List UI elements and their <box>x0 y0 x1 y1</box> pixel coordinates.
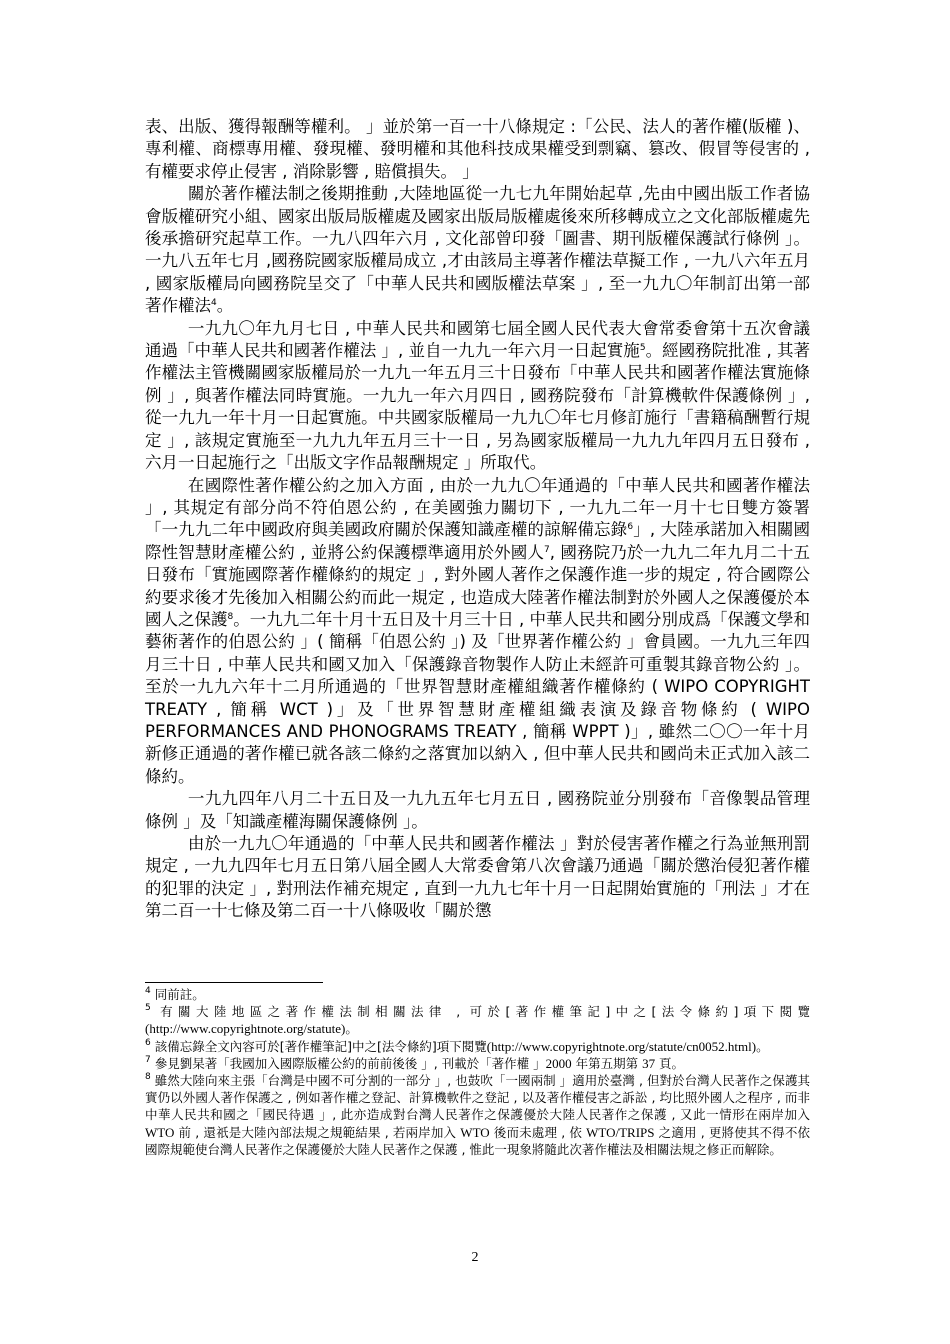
footnote <box>145 986 810 1003</box>
page-number: 2 <box>471 1250 479 1265</box>
footnote-latin-text: WTO <box>460 1124 490 1140</box>
paragraph <box>145 788 810 833</box>
paragraph <box>145 183 810 317</box>
footnote-latin-text: 37 <box>642 1055 656 1071</box>
footnote-text: 前 , 還祇是大陸內部法規之規範結果 , 若兩岸加入 <box>174 1124 461 1140</box>
footnote-text: 雖然大陸向來主張「台灣是中國不可分割的一部分 」, 也鼓吹「一國兩制 」適用於臺灣 , 但對於台灣人民著作之保護其實仍以外國人著作保護之 , 例如著作權之登記、計算機軟件之登記 , 以及著作權侵害之訴訟 , 均比照外國人之程序 , 而非中華人民共和國之「國民待遇 」, 此亦造成對台灣人民著作之保護優於大陸人民著作之保護 , 又此一情形在兩岸加入 <box>145 1073 810 1123</box>
footnote-number: 6 <box>145 1037 151 1048</box>
footnote <box>145 1072 810 1158</box>
footnote-reference: 4 <box>211 298 217 309</box>
paragraph <box>145 833 810 923</box>
footnote-latin-text: (http://www.copyrightnote.org/statute) <box>145 1021 346 1037</box>
footnote-number: 4 <box>145 986 151 996</box>
footnote-text: 頁。 <box>655 1055 685 1071</box>
paragraph-text: 。 <box>216 296 234 316</box>
footnote-text: 後而未處理 , 依 <box>489 1124 587 1140</box>
footnote-text: 參見劉杲著「我國加入國際版權公約的前前後後 」, 刊載於「著作權 」 <box>154 1055 546 1071</box>
footnote-separator <box>145 982 323 983</box>
paragraph-text: 在國際性著作權公約之加入方面 , 由於一九九〇年通過的「中華人民共和國著作權法 」, 其規定有部分尚不符伯恩公約 , 在美國強力關切下 , 一九九二年一月十七日雙方簽署「一九九二年中國政府與美國政府關於保護知識產權的諒解備忘錄 <box>145 475 810 540</box>
paragraph <box>145 318 810 475</box>
paragraph <box>145 475 810 789</box>
footnote-text: 。 <box>345 1021 358 1037</box>
paragraph-text: 一九九〇年九月七日 , 中華人民共和國第七屆全國人民代表大會常委會第十五次會議通過「中華人民共和國著作權法 」, 並自一九九一年六月一日起實施 <box>145 318 810 361</box>
paragraph-text: 。經國務院批准 , 其著作權法主管機關國家版權局於一九九一年五月三十日發布「中華人民共和國著作權法實施條例 」, 與著作權法同時實施。一九九一年六月四日 , 國務院發布「計算機軟件保護條例 」, 從一九九一年十月一日起實施。中共國家版權局一九九〇年七月修訂施行「書籍稿酬暫行規定 」, 該規定實施至一九九九年五月三十一日 , 另為國家版權局一九九九年四月五日發布 , 六月一日起施行之「出版文字作品報酬規定 」所取代。 <box>145 341 810 473</box>
paragraph-text: 關於著作權法制之後期推動 ,大陸地區從一九七九年開始起草 ,先由中國出版工作者協會版權研究小組、國家出版局版權處及國家出版局版權處後來所移轉成立之文化部版權處先後承擔研究起草工作。一九八四年六月 , 文化部曾印發「圖書、期刊版權保護試行條例 」。一九八五年七月 ,國務院國家版權局成立 ,才由該局主導著作權法草擬工作 , 一九八六年五月 , 國家版權局向國務院呈交了「中華人民共和國版權法草案 」, 至一九九〇年制訂出第一部著作權法 <box>145 184 810 316</box>
footnote-number: 8 <box>145 1072 151 1083</box>
footnote-reference: 6 <box>627 522 634 533</box>
footnote-text: 年第五期第 <box>571 1055 643 1071</box>
paragraph-text: 由於一九九〇年通過的「中華人民共和國著作權法 」對於侵害著作權之行為並無刑罰規定 , 一九九四年七月五日第八屆全國人大常委會第八次會議乃通過「關於懲治侵犯著作權的犯罪的決定 」, 對刑法作補充規定 , 直到一九九七年十月一日起開始實施的「刑法 」才在第二百一十七條及第二百一十八條吸收「關於懲 <box>145 834 810 921</box>
paragraph <box>145 116 810 183</box>
footnote-number: 7 <box>145 1054 151 1065</box>
paragraph-text: , 國務院乃於一九九二年九月二十五日發布「實施國際著作權條約的規定 」, 對外國人著作之保護作進一步的規定 , 符合國際公約要求後才先後加入相關公約而此一規定 , 也造成大陸著作權法制對於外國人之保護優於本國人之保護 <box>145 542 810 629</box>
body-text <box>145 116 810 923</box>
footnote-reference: 8 <box>227 611 234 622</box>
paragraph-text: 。一九九二年十月十五日及十月三十日 , 中華人民共和國分別成爲「保護文學和藝術著作的伯恩公約 」( 簡稱「伯恩公約 」) 及「世界著作權公約 」會員國。一九九三年四月三十日 , 中華人民共和國又加入「保護錄音物製作人防止未經許可重製其錄音物公約 」。至於一九九六年十二月所通過的「世界智慧財產權組織著作權條約 ( WIPO COPYRIGHT TREATY , 簡稱 WCT )」及「世界智慧財產權組織表演及錄音物條約 ( WIPO PERFORMANCES AND PHONOGRAMS TREATY , 簡稱 WPPT )」, 雖然二〇〇一年十月新修正通過的著作權已就各該二條約之落實加以納入 , 但中華人民共和國尚未正式加入該二條約。 <box>145 609 810 786</box>
footnote-text: 有關大陸地區之著作權法制相關法律 , 可於[著作權筆記]中之[法令條約]項下閱覽 <box>160 1004 810 1020</box>
paragraph-text: 」, 大陸承諾加入相關國際性智慧財產權公約 , 並將公約保護標準適用於外國人 <box>145 520 811 562</box>
footnote-number: 5 <box>145 1003 151 1014</box>
footnotes <box>145 986 810 1158</box>
footnote-text: 之適用 , 更將使其不得不依國際規範使台灣人民著作之保護優於大陸人民著作之保護 , 惟此一現象將隨此次著作權法及相關法規之修正而解除。 <box>145 1124 810 1157</box>
paragraph-text: 一九九四年八月二十五日及一九九五年七月五日 , 國務院並分別發布「音像製品管理條例 」及「知識產權海關保護條例 」。 <box>145 789 810 831</box>
footnote <box>145 1003 810 1037</box>
footnote-reference: 7 <box>544 544 550 555</box>
footnote-latin-text: (http://www.copyrightnote.org/statute/cn0052.html) <box>486 1038 757 1054</box>
footnote-text: 同前註。 <box>154 987 205 1002</box>
footnote-text: 。 <box>756 1038 769 1054</box>
footnote-latin-text: WTO <box>145 1124 175 1140</box>
footnote-latin-text: 2000 <box>545 1055 572 1071</box>
footnote-reference: 5 <box>639 343 646 354</box>
footnote <box>145 1038 810 1055</box>
paragraph-text: 表、出版、獲得報酬等權利。 」並於第一百一十八條規定 :「公民、法人的著作權(版權 )、專利權、商標專用權、發現權、發明權和其他科技成果權受到剽竊、篡改、假冒等侵害的 , 有權要求停止侵害 , 消除影響 , 賠償損失。 」 <box>145 117 810 181</box>
footnote-latin-text: WTO/TRIPS <box>586 1124 655 1140</box>
footnote <box>145 1055 810 1072</box>
footnote-text: 該備忘錄全文內容可於[著作權筆記]中之[法令條約]項下閱覽 <box>154 1038 487 1054</box>
